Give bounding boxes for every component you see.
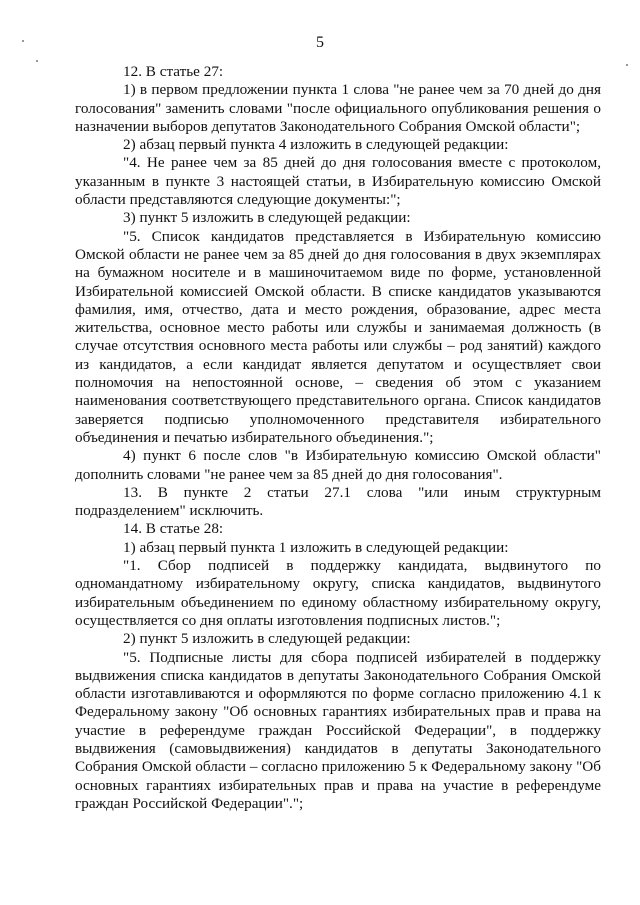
document-body [75,63,601,813]
paragraph-27-item-2: 2) абзац первый пункта 4 изложить в следующей редакции: [123,136,509,154]
scan-speck [626,64,628,66]
paragraph-28-item-2: 2) пункт 5 изложить в следующей редакции: [123,630,411,648]
paragraph-28-item-1: 1) абзац первый пункта 1 изложить в следующей редакции: [123,538,509,556]
paragraph-article-27-heading: 12. В статье 27: [123,63,224,80]
paragraph-28-point-1-text: "1. Сбор подписей в поддержку кандидата, выдвинутого по одномандатному избирательному округу, списка кандидатов, выдвинутого избирательным объединением по единому областному избирательному округу, осуществляется со дня оплаты изготовления подписных листов."; [75,557,601,629]
paragraph-27-point-5-text: "5. Список кандидатов представляется в Избирательную комиссию Омской области не ранее чем за 85 дней до дня голосования в двух экземплярах на бумажном носителе и в машиночитаемом виде по форме, установленной Избирательной комиссией Омской области. В списке кандидатов указываются фамилия, имя, отчество, дата и место рождения, образование, адрес места жительства, основное место работы или службы и занимаемая должность (в случае отсутствия основного места работы или службы – род занятий) каждого из кандидатов, а если кандидат является депутатом и осуществляет свои полномочия на непостоянной основе, – сведения об этом с указанием наименования соответствующего представительного органа. Список кандидатов заверяется подписью уполномоченного представителя избирательного объединения и печатью избирательного объединения."; [75,227,601,446]
paragraph-27-item-1: 1) в первом предложении пункта 1 слова "не ранее чем за 70 дней до дня голосования" заменить словами "после официального опубликования решения о назначении выборов депутатов Законодательного Собрания Омской области"; [75,81,601,135]
paragraph-article-28-heading: 14. В статье 28: [123,520,224,538]
paragraph-article-27-1: 13. В пункте 2 статьи 27.1 слова "или иным структурным подразделением" исключить. [75,483,601,520]
paragraph-27-item-4: 4) пункт 6 после слов "в Избирательную комиссию Омской области" дополнить словами "не ранее чем за 85 дней до дня голосования". [75,447,601,483]
scan-speck [36,60,38,62]
paragraph-27-point-4-text: "4. Не ранее чем за 85 дней до дня голосования вместе с протоколом, указанным в пункте 3 настоящей статьи, в Избирательную комиссию Омской области представляются следующие документы:"; [75,154,601,209]
paragraph-28-point-5-text: "5. Подписные листы для сбора подписей избирателей в поддержку выдвижения списка кандидатов в депутаты Законодательного Собрания Омской области изготавливаются и оформляются по форме согласно приложению 4.1 к Федеральному закону "Об основных гарантиях избирательных прав и права на участие в референдуме граждан Российской Федерации", в поддержку выдвижения (самовыдвижения) кандидатов в депутаты Законодательного Собрания Омской области – согласно приложению 5 к Федеральному закону "Об основных гарантиях избирательных прав и права на участие в референдуме граждан Российской Федерации"."; [75,648,602,812]
page-number: 5 [316,34,324,51]
paragraph-27-item-3: 3) пункт 5 изложить в следующей редакции: [123,209,411,227]
